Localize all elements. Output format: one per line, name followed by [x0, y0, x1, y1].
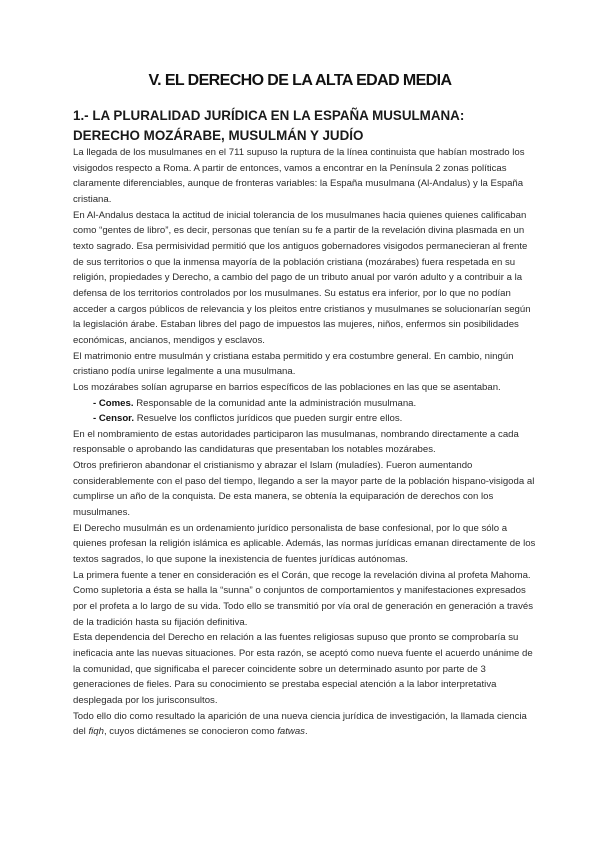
paragraph: La llegada de los musulmanes en el 711 supuso la ruptura de la línea continuista que habían mostrado los visigodos respecto a Roma. A partir de entonces, vamos a encontrar en la Península 2 zonas políticas claramente diferenciables, aunque de fronteras variables: la España musulmana (Al-Andalus) y la España cristiana. [73, 147, 525, 205]
paragraph: Otros prefirieron abandonar el cristianismo y abrazar el Islam (muladíes). Fueron aumentando considerablemente con el paso del tiempo, llegando a ser la mayor parte de la población hispano-visigoda al cumplirse un año de la conquista. De esta manera, se obtenía la equiparación de derechos con los musulmanes. [73, 460, 535, 519]
document-body [73, 145, 538, 740]
paragraph: En el nombramiento de estas autoridades participaron las musulmanas, nombrando directamente a cada responsable o aprobando las candidaturas que presentaban los notables mozárabes. [73, 428, 519, 456]
list-item-text: Resuelve los conflictos jurídicos que pueden surgir entre ellos. [134, 413, 403, 425]
list-item [93, 396, 538, 412]
paragraph: El Derecho musulmán es un ordenamiento jurídico personalista de base confesional, por lo que sólo a quienes profesan la religión islámica es aplicable. Además, las normas jurídicas emanan directamente de los textos sagrados, lo que supone la inexistencia de fuentes jurídicas autónomas. [73, 522, 536, 566]
document-title: V. EL DERECHO DE LA ALTA EDAD MEDIA [148, 72, 452, 89]
paragraph: La primera fuente a tener en consideración es el Corán, que recoge la revelación divina al profeta Mahoma. Como supletoria a ésta se halla la “sunna” o conjuntos de comportamientos y manifestaciones expresados por el profeta a lo largo de su vida. Todo ello se transmitió por vía oral de generación en generación a través de la tradición hasta su fijación definitiva. [73, 569, 534, 628]
section-heading: 1.- LA PLURALIDAD JURÍDICA EN LA ESPAÑA MUSULMANA: DERECHO MOZÁRABE, MUSULMÁN Y JUDÍO [73, 108, 465, 143]
list-item-term: - Comes. [93, 397, 134, 409]
list-item-text: Responsable de la comunidad ante la administración musulmana. [133, 397, 417, 409]
term-fatwas: fatwas [277, 726, 305, 738]
term-fiqh: fiqh [88, 726, 104, 738]
paragraph: El matrimonio entre musulmán y cristiana estaba permitido y era costumbre general. En cambio, ningún cristiano podía unirse legalmente a una musulmana. [73, 350, 514, 378]
text-run: , cuyos dictámenes se conocieron como [103, 726, 278, 738]
list-item [93, 411, 538, 427]
list-item-term: - Censor. [93, 413, 135, 425]
paragraph: En Al-Andalus destaca la actitud de inicial tolerancia de los musulmanes hacia quienes quienes calificaban como “gentes de libro”, es decir, personas que tenían su fe a partir de la revelación divina plasmada en un texto sagrado. Esa permisividad permitió que los antiguos gobernadores visigodos permanecieran al frente de sus territorios o que la inmensa mayoría de la población cristiana (mozárabes) fuera respetada en su religión, propiedades y Derecho, a cambio del pago de un tributo anual por varón adulto y a contribuir a la defensa de los territorios controlados por los musulmanes. Su estatus era inferior, por lo que no podían acceder a cargos públicos de relevancia y los pleitos entre cristianos y musulmanes se solucionarían según la legislación árabe. Estaban libres del pago de impuestos las mujeres, niños, enfermos sin posibilidades económicas, ancianos, mendigos y esclavos. [73, 209, 531, 346]
authorities-list [73, 396, 538, 427]
paragraph: Esta dependencia del Derecho en relación a las fuentes religiosas supuso que pronto se comprobaría su ineficacia ante las nuevas situaciones. Por esta razón, se aceptó como nueva fuente el acuerdo unánime de la comunidad, que significaba el parecer coincidente sobre un determinado asunto por parte de 3 generaciones de fieles. Para su conocimiento se prestaba especial atención a la labor interpretativa desplegada por los jurisconsultos. [73, 632, 533, 706]
text-run: . [304, 726, 308, 738]
paragraph: Los mozárabes solían agruparse en barrios específicos de las poblaciones en las que se asentaban. [73, 381, 501, 393]
text-run: Todo ello dio como resultado la aparición de una nueva ciencia jurídica de investigación, la llamada ciencia del [73, 710, 527, 738]
paragraph-final [73, 709, 538, 740]
